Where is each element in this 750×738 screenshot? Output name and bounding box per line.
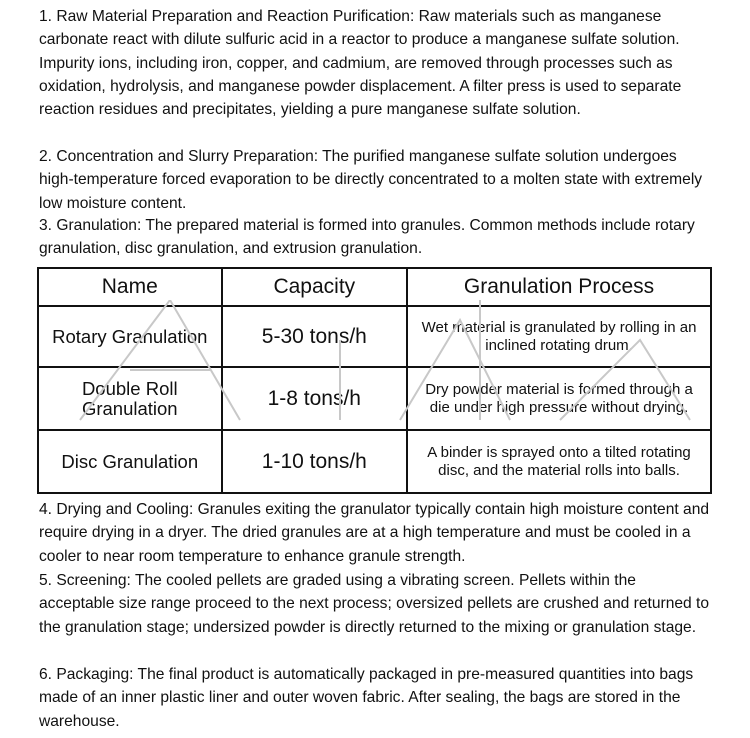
paragraph-screening: 5. Screening: The cooled pellets are graded using a vibrating screen. Pellets within the acceptable size range proceed to the next process; oversized pellets are crushed and returned to the granulation stage; undersized powder is directly returned to the mixing or granulation stage. <box>39 572 710 636</box>
table-header-row <box>38 268 711 306</box>
table-row <box>38 367 711 430</box>
paragraph-packaging: 6. Packaging: The final product is automatically packaged in pre-measured quantities into bags made of an inner plastic liner and outer woven fabric. After sealing, the bags are stored in the warehouse. <box>39 666 694 730</box>
cell-name: Rotary Granulation <box>38 306 222 367</box>
paragraph-granulation: 3. Granulation: The prepared material is formed into granules. Common methods include rotary granulation, disc granulation, and extrusion granulation. <box>39 217 695 258</box>
table-row <box>38 306 711 367</box>
cell-capacity: 1-10 tons/h <box>222 430 408 493</box>
header-process: Granulation Process <box>407 268 711 306</box>
cell-name: Double Roll Granulation <box>38 367 222 430</box>
paragraph-concentration: 2. Concentration and Slurry Preparation: The purified manganese sulfate solution undergoes high-temperature forced evaporation to be directly concentrated to a molten state with extremely low moisture content. <box>39 148 703 212</box>
cell-process: Dry powder material is formed through a die under high pressure without drying. <box>407 367 711 430</box>
paragraph-raw-material: 1. Raw Material Preparation and Reaction Purification: Raw materials such as manganese carbonate react with dilute sulfuric acid in a reactor to produce a manganese sulfate solution. Impurity ions, including iron, copper, and cadmium, are removed through processes such as oxidation, hydrolysis, and manganese powder displacement. A filter press is used to separate reaction residues and precipitates, yielding a pure manganese sulfate solution. <box>39 8 682 119</box>
cell-capacity: 1-8 tons/h <box>222 367 408 430</box>
header-capacity: Capacity <box>222 268 408 306</box>
table-row <box>38 430 711 493</box>
cell-name: Disc Granulation <box>38 430 222 493</box>
cell-process: Wet material is granulated by rolling in an inclined rotating drum. <box>407 306 711 367</box>
paragraph-drying: 4. Drying and Cooling: Granules exiting the granulator typically contain high moisture content and require drying in a dryer. The dried granules are at a high temperature and must be cooled in a cooler to near room temperature to enhance granule strength. <box>39 501 710 565</box>
granulation-table <box>37 267 712 494</box>
cell-process: A binder is sprayed onto a tilted rotating disc, and the material rolls into balls. <box>407 430 711 493</box>
header-name: Name <box>38 268 222 306</box>
cell-capacity: 5-30 tons/h <box>222 306 408 367</box>
